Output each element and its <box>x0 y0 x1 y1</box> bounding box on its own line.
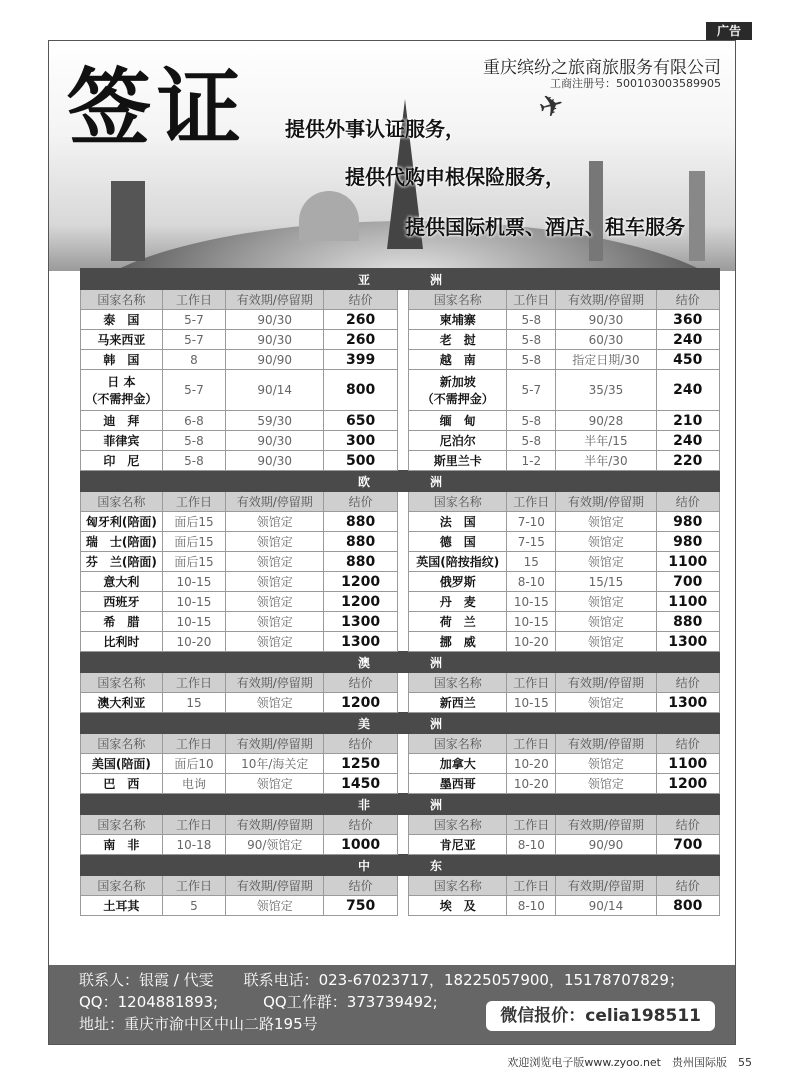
validity-stay: 90/90 <box>556 835 656 855</box>
validity-stay: 领馆定 <box>226 612 324 632</box>
column-gap <box>397 310 408 330</box>
column-gap <box>397 552 408 572</box>
column-header: 工作日 <box>162 734 225 754</box>
table-row <box>81 350 720 370</box>
column-header: 结价 <box>324 815 398 835</box>
validity-stay: 领馆定 <box>556 612 656 632</box>
slogan-1: 提供外事认证服务， <box>285 117 465 141</box>
work-days: 5-8 <box>507 411 556 431</box>
price: 880 <box>656 612 719 632</box>
region-header-africa <box>81 794 720 815</box>
country-name: 菲律宾 <box>81 431 163 451</box>
price: 450 <box>656 350 719 370</box>
column-header: 工作日 <box>162 673 225 693</box>
column-gap <box>397 431 408 451</box>
price: 220 <box>656 451 719 471</box>
work-days: 5-8 <box>162 431 225 451</box>
work-days: 8-10 <box>507 572 556 592</box>
table-row <box>81 754 720 774</box>
validity-stay: 领馆定 <box>226 532 324 552</box>
validity-stay: 15/15 <box>556 572 656 592</box>
column-gap <box>397 693 408 713</box>
table-row <box>81 370 720 411</box>
country-name: 埃 及 <box>409 896 507 916</box>
price: 700 <box>656 835 719 855</box>
contact-info <box>49 965 735 1044</box>
column-header: 国家名称 <box>81 734 163 754</box>
taj-mahal-graphic <box>299 191 359 241</box>
table-row <box>81 451 720 471</box>
table-row <box>81 431 720 451</box>
column-header: 结价 <box>324 734 398 754</box>
country-name: 泰 国 <box>81 310 163 330</box>
work-days: 5-8 <box>507 330 556 350</box>
column-header: 有效期/停留期 <box>556 290 656 310</box>
column-header: 结价 <box>656 815 719 835</box>
column-header: 国家名称 <box>409 734 507 754</box>
work-days: 10-20 <box>507 632 556 652</box>
country-name: 西班牙 <box>81 592 163 612</box>
country-name: 英国(陪按指纹) <box>409 552 507 572</box>
work-days: 15 <box>507 552 556 572</box>
price: 1300 <box>324 632 398 652</box>
country-name: 德 国 <box>409 532 507 552</box>
column-gap <box>397 896 408 916</box>
work-days: 电询 <box>162 774 225 794</box>
country-name: 越 南 <box>409 350 507 370</box>
work-days: 5 <box>162 896 225 916</box>
column-gap <box>397 835 408 855</box>
validity-stay: 90/30 <box>226 431 324 451</box>
column-header: 有效期/停留期 <box>226 673 324 693</box>
column-gap <box>397 754 408 774</box>
table-row <box>81 512 720 532</box>
table-row <box>81 330 720 350</box>
validity-stay: 领馆定 <box>556 592 656 612</box>
validity-stay: 90/14 <box>226 370 324 411</box>
country-name: 印 尼 <box>81 451 163 471</box>
column-header: 国家名称 <box>409 290 507 310</box>
price: 1300 <box>656 693 719 713</box>
column-header: 结价 <box>656 876 719 896</box>
column-header: 有效期/停留期 <box>226 734 324 754</box>
price: 260 <box>324 310 398 330</box>
region-header-oceania <box>81 652 720 673</box>
column-header: 有效期/停留期 <box>556 673 656 693</box>
region-header-asia <box>81 269 720 290</box>
column-gap <box>397 815 408 835</box>
validity-stay: 领馆定 <box>226 632 324 652</box>
validity-stay: 60/30 <box>556 330 656 350</box>
country-name: 澳大利亚 <box>81 693 163 713</box>
column-header: 工作日 <box>162 290 225 310</box>
country-name: 俄罗斯 <box>409 572 507 592</box>
price: 880 <box>324 512 398 532</box>
column-header: 国家名称 <box>409 492 507 512</box>
table-row <box>81 552 720 572</box>
country-name: 墨西哥 <box>409 774 507 794</box>
table-row <box>81 835 720 855</box>
country-name: 芬 兰(陪面) <box>81 552 163 572</box>
work-days: 10-15 <box>507 592 556 612</box>
validity-stay: 90/28 <box>556 411 656 431</box>
country-name: 荷 兰 <box>409 612 507 632</box>
country-name: 新西兰 <box>409 693 507 713</box>
column-header: 国家名称 <box>81 673 163 693</box>
column-gap <box>397 330 408 350</box>
country-name: 肯尼亚 <box>409 835 507 855</box>
column-gap <box>397 734 408 754</box>
work-days: 5-8 <box>507 431 556 451</box>
country-name: 老 挝 <box>409 330 507 350</box>
column-header: 有效期/停留期 <box>556 734 656 754</box>
country-name: 马来西亚 <box>81 330 163 350</box>
work-days: 8-10 <box>507 835 556 855</box>
slogan-3: 提供国际机票、酒店、租车服务 <box>405 215 685 239</box>
table-row <box>81 310 720 330</box>
country-name: 加拿大 <box>409 754 507 774</box>
work-days: 10-15 <box>162 612 225 632</box>
column-gap <box>397 512 408 532</box>
column-header: 国家名称 <box>81 815 163 835</box>
validity-stay: 领馆定 <box>226 512 324 532</box>
validity-stay: 90/30 <box>226 310 324 330</box>
country-name: 丹 麦 <box>409 592 507 612</box>
validity-stay: 90/30 <box>226 451 324 471</box>
country-name: 巴 西 <box>81 774 163 794</box>
validity-stay: 领馆定 <box>556 693 656 713</box>
work-days: 10-20 <box>507 774 556 794</box>
price: 1100 <box>656 552 719 572</box>
page-footer: 欢迎浏览电子版www.zyoo.net 贵州国际版 55 <box>507 1056 752 1069</box>
validity-stay: 90/30 <box>226 330 324 350</box>
work-days: 10-15 <box>162 572 225 592</box>
validity-stay: 59/30 <box>226 411 324 431</box>
contact-line-2: QQ：1204881893; QQ工作群：373739492; <box>79 993 438 1011</box>
country-name: 意大利 <box>81 572 163 592</box>
column-header: 工作日 <box>507 290 556 310</box>
column-header: 工作日 <box>162 876 225 896</box>
table-row <box>81 532 720 552</box>
column-header: 国家名称 <box>409 815 507 835</box>
price: 800 <box>324 370 398 411</box>
validity-stay: 领馆定 <box>556 512 656 532</box>
validity-stay: 领馆定 <box>226 896 324 916</box>
price: 1100 <box>656 754 719 774</box>
price: 260 <box>324 330 398 350</box>
country-name: 土耳其 <box>81 896 163 916</box>
country-name: 日 本 （不需押金） <box>81 370 163 411</box>
work-days: 10-20 <box>507 754 556 774</box>
validity-stay: 90/14 <box>556 896 656 916</box>
slogan-2: 提供代购申根保险服务， <box>345 165 565 189</box>
table-row <box>81 632 720 652</box>
country-name: 匈牙利(陪面) <box>81 512 163 532</box>
column-header: 工作日 <box>507 734 556 754</box>
table-row <box>81 612 720 632</box>
country-name: 缅 甸 <box>409 411 507 431</box>
validity-stay: 领馆定 <box>556 774 656 794</box>
region-name: 欧洲 <box>357 474 502 489</box>
price: 1300 <box>656 632 719 652</box>
country-name: 美国(陪面) <box>81 754 163 774</box>
work-days: 5-7 <box>162 310 225 330</box>
table-row <box>81 411 720 431</box>
visa-price-table <box>80 268 720 916</box>
table-row <box>81 774 720 794</box>
registration-number: 工商注册号：500103003589905 <box>550 77 721 90</box>
price: 1200 <box>324 572 398 592</box>
column-gap <box>397 572 408 592</box>
validity-stay: 领馆定 <box>226 592 324 612</box>
region-name: 中东 <box>357 858 502 873</box>
column-header: 工作日 <box>507 492 556 512</box>
validity-stay: 90/90 <box>226 350 324 370</box>
work-days: 10-18 <box>162 835 225 855</box>
company-name: 重庆缤纷之旅商旅服务有限公司 <box>483 58 721 78</box>
validity-stay: 半年/15 <box>556 431 656 451</box>
region-header-mideast <box>81 855 720 876</box>
country-name: 柬埔寨 <box>409 310 507 330</box>
work-days: 面后15 <box>162 532 225 552</box>
price: 300 <box>324 431 398 451</box>
price: 800 <box>656 896 719 916</box>
work-days: 10-20 <box>162 632 225 652</box>
price: 210 <box>656 411 719 431</box>
price: 1200 <box>324 693 398 713</box>
column-gap <box>397 451 408 471</box>
column-header: 结价 <box>656 290 719 310</box>
work-days: 5-8 <box>162 451 225 471</box>
work-days: 面后15 <box>162 512 225 532</box>
table-row <box>81 572 720 592</box>
country-name: 瑞 士(陪面) <box>81 532 163 552</box>
column-header: 有效期/停留期 <box>226 876 324 896</box>
price: 880 <box>324 552 398 572</box>
validity-stay: 领馆定 <box>226 774 324 794</box>
work-days: 5-8 <box>507 350 556 370</box>
country-name: 比利时 <box>81 632 163 652</box>
work-days: 8-10 <box>507 896 556 916</box>
work-days: 1-2 <box>507 451 556 471</box>
region-name: 澳洲 <box>357 655 502 670</box>
price: 1200 <box>656 774 719 794</box>
price: 700 <box>656 572 719 592</box>
validity-stay: 领馆定 <box>226 572 324 592</box>
column-gap <box>397 370 408 411</box>
big-ben-graphic <box>111 181 145 261</box>
work-days: 15 <box>162 693 225 713</box>
country-name: 希 腊 <box>81 612 163 632</box>
validity-stay: 领馆定 <box>226 552 324 572</box>
work-days: 5-7 <box>507 370 556 411</box>
work-days: 10-15 <box>162 592 225 612</box>
wechat-badge: 微信报价：celia198511 <box>486 1001 715 1031</box>
validity-stay: 领馆定 <box>556 532 656 552</box>
table-row <box>81 592 720 612</box>
column-header: 工作日 <box>162 815 225 835</box>
region-header-america <box>81 713 720 734</box>
monument-graphic <box>689 171 705 261</box>
column-header: 结价 <box>324 673 398 693</box>
table-row <box>81 693 720 713</box>
region-name: 非洲 <box>357 797 502 812</box>
column-header: 有效期/停留期 <box>556 876 656 896</box>
hero-banner <box>49 41 735 271</box>
column-header: 工作日 <box>507 673 556 693</box>
contact-line-1: 联系人：银霞 / 代雯 联系电话：023-67023717，18225057900，15178707829； <box>79 971 684 989</box>
column-gap <box>397 592 408 612</box>
country-name: 迪 拜 <box>81 411 163 431</box>
validity-stay: 领馆定 <box>556 632 656 652</box>
price: 1000 <box>324 835 398 855</box>
column-header: 结价 <box>324 876 398 896</box>
work-days: 面后15 <box>162 552 225 572</box>
column-gap <box>397 673 408 693</box>
column-header: 有效期/停留期 <box>226 815 324 835</box>
work-days: 5-7 <box>162 370 225 411</box>
country-name: 挪 威 <box>409 632 507 652</box>
column-header: 有效期/停留期 <box>226 492 324 512</box>
price: 1300 <box>324 612 398 632</box>
column-header: 工作日 <box>507 876 556 896</box>
column-gap <box>397 411 408 431</box>
column-header: 工作日 <box>162 492 225 512</box>
column-header: 国家名称 <box>409 673 507 693</box>
work-days: 7-10 <box>507 512 556 532</box>
validity-stay: 领馆定 <box>556 552 656 572</box>
work-days: 10-15 <box>507 612 556 632</box>
region-name: 美洲 <box>357 716 502 731</box>
ad-label: 广告 <box>706 22 752 40</box>
price: 399 <box>324 350 398 370</box>
validity-stay: 领馆定 <box>226 693 324 713</box>
price: 980 <box>656 512 719 532</box>
column-gap <box>397 492 408 512</box>
column-gap <box>397 632 408 652</box>
validity-stay: 10年/海关定 <box>226 754 324 774</box>
column-header: 有效期/停留期 <box>226 290 324 310</box>
price: 880 <box>324 532 398 552</box>
work-days: 5-7 <box>162 330 225 350</box>
country-name: 新加坡 （不需押金） <box>409 370 507 411</box>
validity-stay: 90/30 <box>556 310 656 330</box>
column-header: 国家名称 <box>81 492 163 512</box>
price: 1450 <box>324 774 398 794</box>
column-header: 结价 <box>656 492 719 512</box>
column-header: 国家名称 <box>81 876 163 896</box>
work-days: 6-8 <box>162 411 225 431</box>
column-header: 有效期/停留期 <box>556 492 656 512</box>
column-header: 有效期/停留期 <box>556 815 656 835</box>
work-days: 8 <box>162 350 225 370</box>
price: 1250 <box>324 754 398 774</box>
airplane-icon: ✈ <box>534 86 569 127</box>
price: 500 <box>324 451 398 471</box>
column-header: 结价 <box>324 492 398 512</box>
column-gap <box>397 532 408 552</box>
column-header: 结价 <box>656 673 719 693</box>
region-name: 亚洲 <box>357 272 502 287</box>
region-header-europe <box>81 471 720 492</box>
column-gap <box>397 876 408 896</box>
work-days: 10-15 <box>507 693 556 713</box>
column-gap <box>397 290 408 310</box>
column-header: 国家名称 <box>409 876 507 896</box>
price: 1100 <box>656 592 719 612</box>
price: 650 <box>324 411 398 431</box>
country-name: 韩 国 <box>81 350 163 370</box>
price: 240 <box>656 330 719 350</box>
validity-stay: 指定日期/30 <box>556 350 656 370</box>
country-name: 法 国 <box>409 512 507 532</box>
page-title: 签证 <box>67 58 248 157</box>
work-days: 7-15 <box>507 532 556 552</box>
validity-stay: 35/35 <box>556 370 656 411</box>
contact-line-3: 地址：重庆市渝中区中山二路195号 <box>79 1015 318 1033</box>
price: 240 <box>656 431 719 451</box>
price: 1200 <box>324 592 398 612</box>
validity-stay: 领馆定 <box>556 754 656 774</box>
price: 980 <box>656 532 719 552</box>
validity-stay: 半年/30 <box>556 451 656 471</box>
work-days: 5-8 <box>507 310 556 330</box>
work-days: 面后10 <box>162 754 225 774</box>
table-row <box>81 896 720 916</box>
price: 240 <box>656 370 719 411</box>
column-header: 结价 <box>656 734 719 754</box>
price: 360 <box>656 310 719 330</box>
column-gap <box>397 612 408 632</box>
price: 750 <box>324 896 398 916</box>
country-name: 尼泊尔 <box>409 431 507 451</box>
column-header: 结价 <box>324 290 398 310</box>
country-name: 斯里兰卡 <box>409 451 507 471</box>
column-gap <box>397 350 408 370</box>
country-name: 南 非 <box>81 835 163 855</box>
column-header: 国家名称 <box>81 290 163 310</box>
validity-stay: 90/领馆定 <box>226 835 324 855</box>
column-header: 工作日 <box>507 815 556 835</box>
column-gap <box>397 774 408 794</box>
